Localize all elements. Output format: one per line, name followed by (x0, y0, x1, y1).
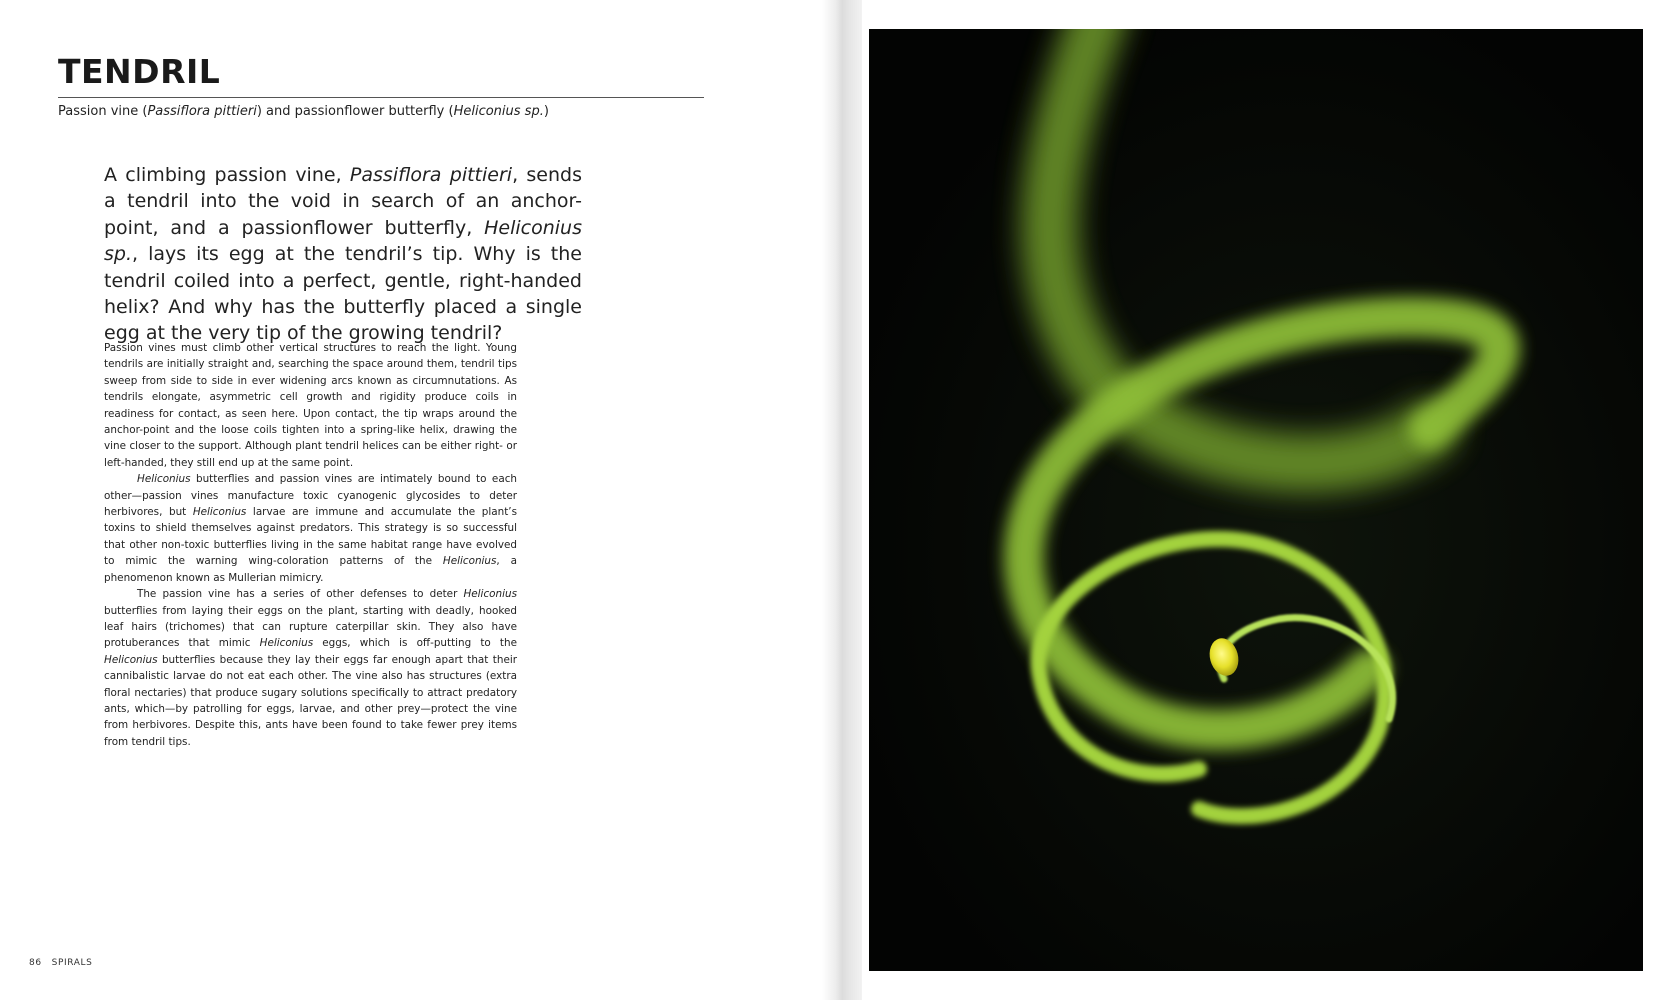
page-number: 86 (29, 958, 42, 968)
body-species: Heliconius (259, 637, 314, 650)
photo-background (869, 29, 1643, 971)
body-text (104, 340, 517, 750)
body-text-run: butterflies from laying their eggs on the plant, starting with deadly, hooked leaf hairs (trichomes) that can rupture caterpillar skin. They also have protuberances that mimic (104, 604, 517, 650)
body-paragraph-3 (104, 586, 517, 750)
tendril-photo (869, 29, 1643, 971)
book-gutter (822, 0, 862, 1000)
body-text-run: , a phenomenon known as Mullerian mimicry. (104, 555, 517, 584)
body-species: Heliconius (463, 588, 517, 601)
lead-species: Passiflora pittieri (349, 164, 513, 186)
subtitle-text: ) (543, 104, 549, 119)
subtitle-species: Passiflora pittieri (147, 104, 257, 119)
subtitle-text: ) and passionflower butterfly ( (256, 104, 454, 119)
body-paragraph-2 (104, 471, 517, 586)
title-rule (58, 97, 704, 98)
page-title: TENDRIL (58, 52, 221, 91)
body-species: Heliconius (442, 555, 497, 568)
body-species: Heliconius (104, 653, 158, 666)
lead-species: Heliconius sp. (104, 216, 582, 266)
body-text-run: eggs, which is off-putting to the (313, 637, 517, 650)
lead-paragraph (104, 162, 582, 347)
body-species: Heliconius (137, 473, 191, 486)
page-footer (29, 958, 92, 968)
subtitle-species: Heliconius sp. (453, 104, 544, 119)
body-species: Heliconius (192, 506, 247, 519)
subtitle-text: Passion vine ( (58, 104, 148, 119)
body-paragraph-1: Passion vines must climb other vertical structures to reach the light. Young tendrils are initially straight and, searching the space around them, tendril tips sweep from side to side in ever widening arcs known as circumnutations. As tendrils elongate, asymmetric cell growth and rigidity produce coils in readiness for contact, as seen here. Upon contact, the tip wraps around the anchor-point and the loose coils tighten into a spring-like helix, drawing the vine closer to the support. Although plant tendril helices can be either right- or left-handed, they still end up at the same point. (104, 342, 517, 469)
subtitle (58, 104, 549, 119)
tendril-illustration (869, 29, 1643, 971)
lead-text: , sends a tendril into the void in search of an anchor-point, and a passionflower butterfly, (104, 164, 582, 239)
body-text-run: butterflies and passion vines are intimately bound to each other—passion vines manufacture toxic cyanogenic glycosides to deter herbivores, but (104, 473, 517, 519)
body-text-run: larvae are immune and accumulate the plant’s toxins to shield themselves against predators. This strategy is so successful that other non-toxic butterflies living in the same habitat range have evolved to mimic the warning wing-coloration patterns of the (104, 506, 517, 568)
body-text-run: The passion vine has a series of other defenses to deter (137, 588, 464, 601)
body-text-run: butterflies because they lay their eggs far enough apart that their cannibalistic larvae do not eat each other. The vine also has structures (extra floral nectaries) that produce sugary solutions specifically to attract predatory ants, which—by patrolling for eggs, larvae, and other prey—protect the vine from herbivores. Despite this, ants have been found to take fewer prey items from tendril tips. (104, 653, 517, 748)
lead-text: , lays its egg at the tendril’s tip. Why is the tendril coiled into a perfect, gentle, right-handed helix? And why has the butterfly placed a single egg at the very tip of the growing tendril? (104, 243, 582, 345)
lead-text: A climbing passion vine, (104, 164, 350, 186)
section-name: SPIRALS (51, 958, 93, 968)
